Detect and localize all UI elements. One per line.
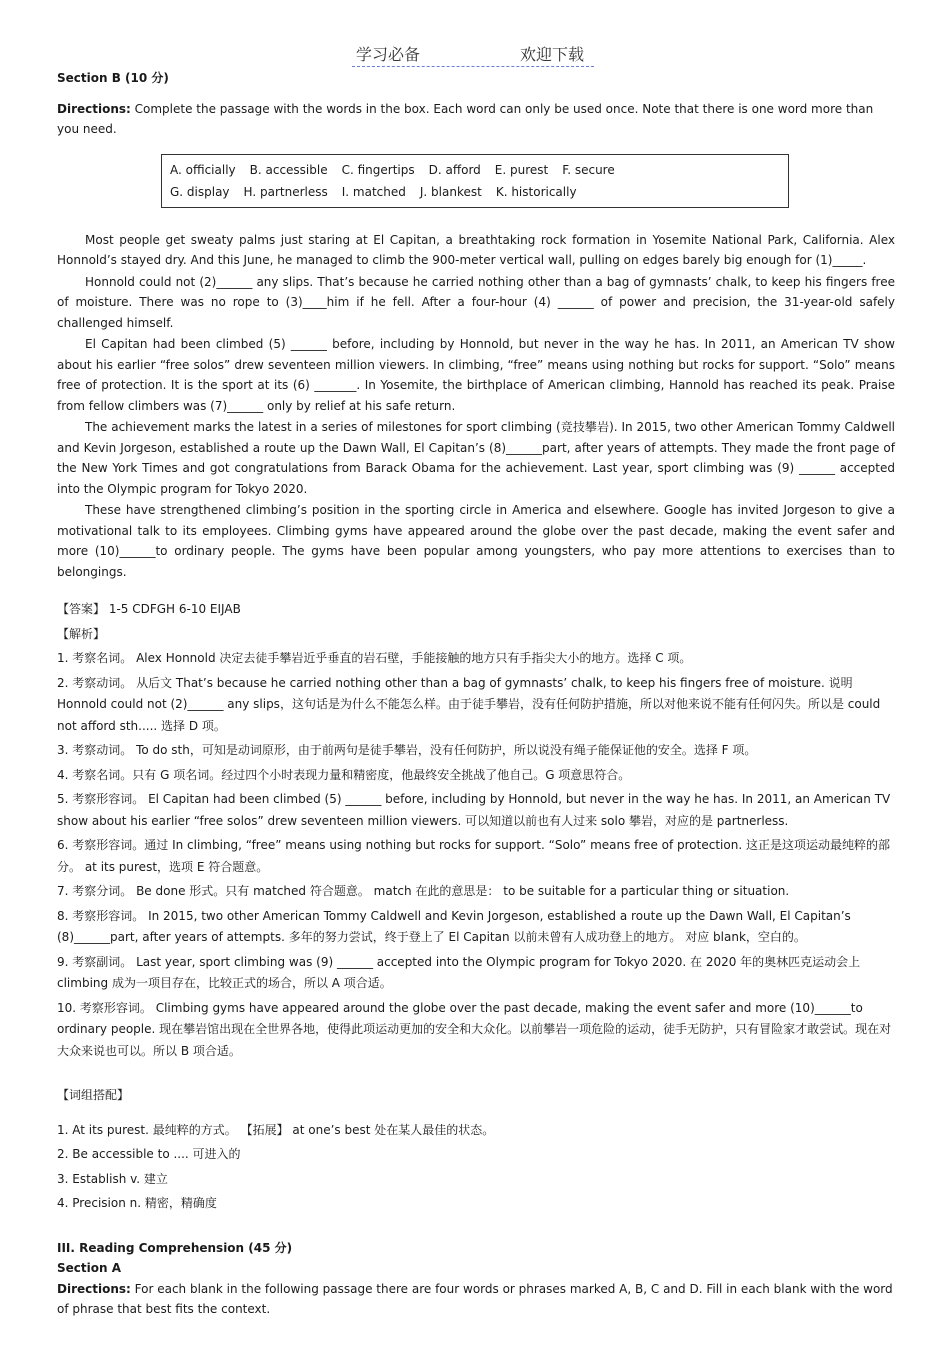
phrases-section: [57, 1085, 895, 1215]
document-content: [57, 68, 895, 1320]
word-option: E. purest: [494, 162, 549, 177]
word-option: D. afford: [428, 162, 481, 177]
header-right-text: 欢迎下载: [520, 45, 585, 64]
page-header: [352, 42, 594, 67]
reading-passage: [57, 230, 895, 583]
analysis-item: 2. 考察动词。 从后文 That’s because he carried nothing other than a bag of gymnasts’ chalk, to keep his fingers free of moisture. 说明 Honnold could not (2)______ any slips，这句话是为什么不能怎么样。由于徒手攀岩，没有任何防护措施，所以对他来说不能有任何闪失。所以是 could not afford sth..... 选择 D 项。: [57, 675, 881, 733]
passage-paragraph: The achievement marks the latest in a series of milestones for sport climbing (竞技攀岩). In 2015, two other American Tommy Caldwell and Kevin Jorgeson, established a route up the Dawn Wall, El Capitan’s (8)______part, after years of attempts. They made the front page of the New York Times and got congratulations from Barack Obama for the achievement. Last year, sport climbing was (9) ______ accepted into the Olympic program for Tokyo 2020.: [57, 420, 895, 496]
section-a-title: Section A: [57, 1261, 121, 1275]
analysis-item: 1. 考察名词。 Alex Honnold 决定去徒手攀岩近乎垂直的岩石壁，手能接触的地方只有手指尖大小的地方。选择 C 项。: [57, 651, 692, 665]
word-option: A. officially: [170, 162, 236, 177]
word-option: C. fingertips: [341, 162, 415, 177]
word-option: I. matched: [341, 184, 406, 199]
phrases-title: 【词组搭配】: [57, 1088, 130, 1102]
analysis-item: 9. 考察副词。 Last year, sport climbing was (9) ______ accepted into the Olympic program for Tokyo 2020. 在 2020 年的奥林匹克运动会上 climbing 成为一项目存在，比较正式的场合，所以 A 项合适。: [57, 954, 861, 990]
directions-text: Complete the passage with the words in the box. Each word can only be used once. Note that there is one word more than you need.: [57, 101, 874, 136]
passage-paragraph: Most people get sweaty palms just staring at El Capitan, a breathtaking rock formation in Yosemite National Park, California. Alex Honnold’s stayed dry. And this June, he managed to climb the 900-meter vertical wall, pulling on edges barely big enough for (1)_____.: [57, 232, 895, 267]
passage-paragraph: El Capitan had been climbed (5) ______ before, including by Honnold, but never in the way he has. In 2011, an American TV show about his earlier “free solos” drew seventeen million viewers. In climbing, “free” means using nothing but rocks for support. “Solo” means free of protection. It is the sport at its (6) _______. In Yosemite, the birthplace of American climbing, Hannold has reached its peak. Praise from fellow climbers was (7)______ only by relief at his safe return.: [57, 337, 895, 413]
word-box: [161, 154, 789, 208]
phrase-item: 1. At its purest. 最纯粹的方式。 【拓展】 at one’s best 处在某人最佳的状态。: [57, 1122, 495, 1137]
analysis-item: 7. 考察分词。 Be done 形式。只有 matched 符合题意。 match 在此的意思是： to be suitable for a particular thing or situation.: [57, 884, 790, 898]
passage-paragraph: Honnold could not (2)______ any slips. That’s because he carried nothing other than a bag of gymnasts’ chalk, to keep his fingers free of moisture. There was no rope to (3)____him if he fell. After a four-hour (4) ______ of power and precision, the 31-year-old safely challenged himself.: [57, 274, 895, 330]
directions-label: Directions:: [57, 101, 131, 116]
passage-paragraph: These have strengthened climbing’s position in the sporting circle in America and elsewhere. Google has invited Jorgeson to give a motivational talk to its employees. Climbing gyms have appeared around the globe over the past decade, making the event safer and more (10)______to ordinary people. The gyms have been popular among youngsters, who pay more attentions to exercises than to belongings.: [57, 503, 895, 579]
phrase-item: 3. Establish v. 建立: [57, 1171, 168, 1186]
answer-section: [57, 599, 895, 1062]
analysis-item: 3. 考察动词。 To do sth，可知是动词原形，由于前两句是徒手攀岩，没有任何防护，所以说没有绳子能保证他的安全。选择 F 项。: [57, 743, 757, 757]
phrase-item: 4. Precision n. 精密，精确度: [57, 1196, 217, 1210]
analysis-item: 5. 考察形容词。 El Capitan had been climbed (5) ______ before, including by Honnold, but never in the way he has. In 2011, an American TV show about his earlier “free solos” drew seventeen million viewers. 可以知道以前也有人过来 solo 攀岩，对应的是 partnerless.: [57, 792, 891, 828]
header-left-text: 学习必备: [356, 45, 421, 64]
directions-text: For each blank in the following passage there are four words or phrases marked A, B, C and D. Fill in each blank with the word of phrase that best fits the context.: [57, 1281, 893, 1316]
directions-label: Directions:: [57, 1281, 131, 1296]
word-option: H. partnerless: [243, 184, 328, 199]
word-option: B. accessible: [249, 162, 328, 177]
analysis-item: 10. 考察形容词。 Climbing gyms have appeared around the globe over the past decade, making the event safer and more (10)______to ordinary people. 现在攀岩馆出现在全世界各地，使得此项运动更加的安全和大众化。以前攀岩一项危险的运动，徒手无防护，只有冒险家才敢尝试。现在对大众来说也可以。所以 B 项合适。: [57, 1000, 892, 1058]
word-box-row-2: [170, 181, 780, 203]
analysis-item: 8. 考察形容词。 In 2015, two other American Tommy Caldwell and Kevin Jorgeson, established a route up the Dawn Wall, El Capitan’s (8)______part, after years of attempts. 多年的努力尝试，终于登上了 El Capitan 以前未曾有人成功登上的地方。 对应 blank，空白的。: [57, 908, 851, 944]
word-option: K. historically: [495, 184, 577, 199]
analysis-label: 【解析】: [57, 626, 106, 641]
word-box-row-1: [170, 159, 780, 181]
word-option: F. secure: [562, 162, 615, 177]
word-option: J. blankest: [419, 184, 482, 199]
analysis-item: 6. 考察形容词。通过 In climbing, “free” means using nothing but rocks for support. “Solo” means free of protection. 这正是这项运动最纯粹的部分。 at its purest，选项 E 符合题意。: [57, 838, 890, 874]
analysis-item: 4. 考察名词。只有 G 项名词。经过四个小时表现力量和精密度，他最终安全挑战了他自己。G 项意思符合。: [57, 767, 631, 782]
section-iii-title: III. Reading Comprehension (45 分): [57, 1240, 293, 1255]
answer-key: 【答案】 1-5 CDFGH 6-10 EIJAB: [57, 602, 241, 616]
section-b-title: Section B (10 分): [57, 71, 169, 85]
section-b-directions: [57, 99, 895, 140]
section-a-directions: [57, 1279, 895, 1320]
phrase-item: 2. Be accessible to .... 可进入的: [57, 1147, 241, 1161]
word-option: G. display: [170, 184, 230, 199]
